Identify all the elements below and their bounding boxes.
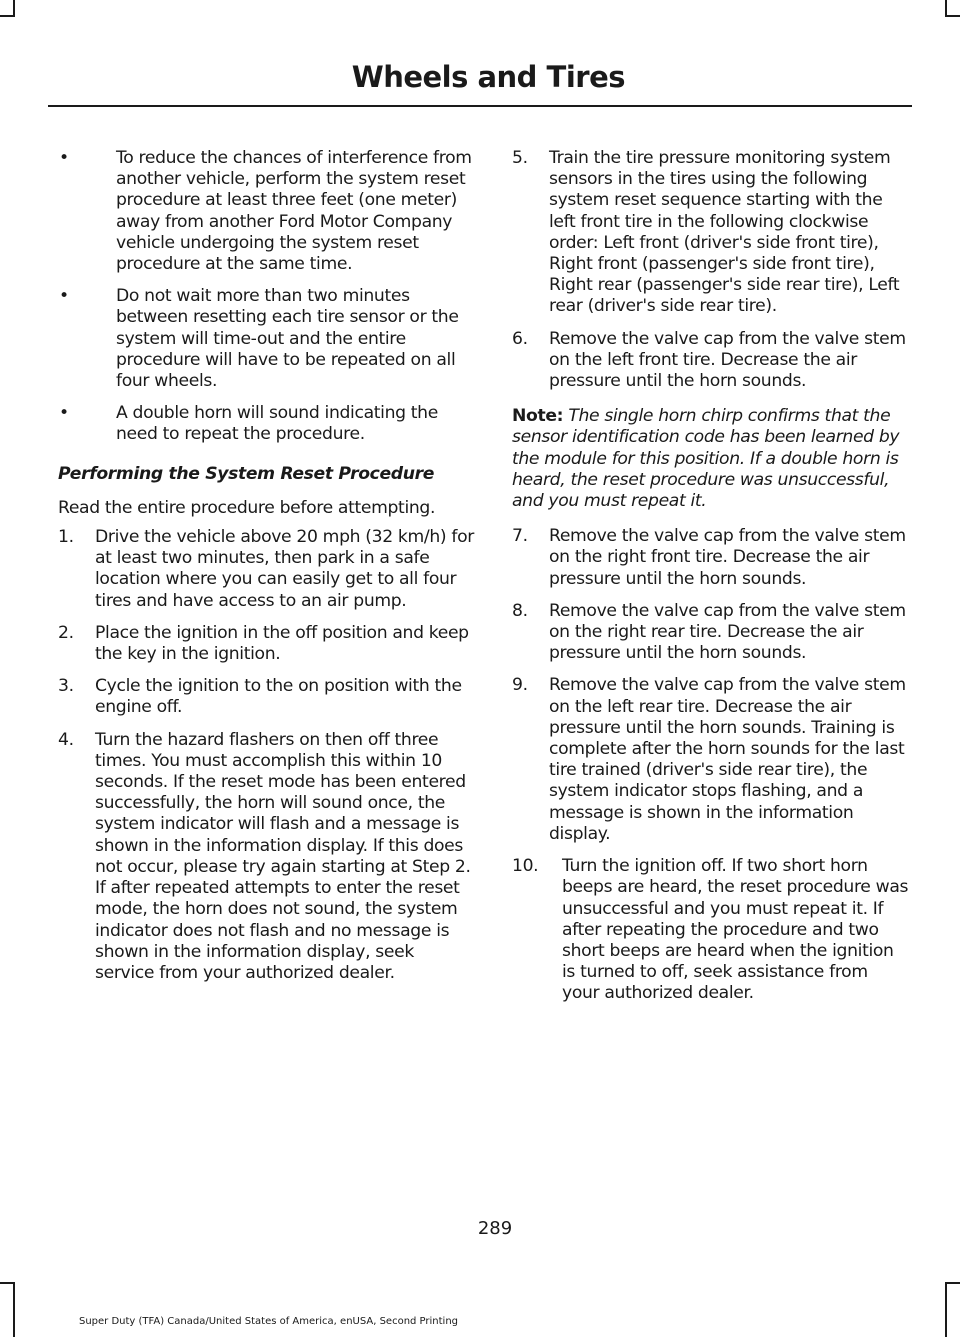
bullet-text: A double horn will sound indicating the need to repeat the procedure.	[116, 403, 438, 445]
bullet-text: Do not wait more than two minutes between resetting each tire sensor or the system will time-out and the entire procedure will have to be repeated on all four wheels.	[116, 286, 459, 392]
step-number: 8.	[512, 600, 528, 621]
crop-mark-top-left-vertical	[13, 0, 15, 16]
numbered-step	[58, 676, 476, 718]
step-number: 2.	[58, 622, 74, 643]
numbered-step	[512, 329, 910, 393]
footer-text: Super Duty (TFA) Canada/United States of America, enUSA, Second Printing	[79, 1316, 459, 1327]
numbered-step	[58, 730, 476, 984]
note-label: Note:	[512, 406, 564, 427]
crop-mark-top-right-horizontal	[945, 15, 960, 17]
step-text: Place the ignition in the off position and keep the key in the ignition.	[95, 622, 469, 665]
step-number: 4.	[58, 729, 74, 750]
step-text: Remove the valve cap from the valve stem on the left front tire. Decrease the air pressure until the horn sounds.	[549, 328, 906, 392]
section-subheading: Performing the System Reset Procedure	[58, 463, 435, 484]
numbered-step	[512, 148, 910, 318]
step-text: Turn the ignition off. If two short horn beeps are heard, the reset procedure was unsuccessful and you must repeat it. If after repeating the procedure and two short beeps are heard when the ignition is turned to off, seek assistance from your authorized dealer.	[562, 856, 909, 1004]
numbered-step	[512, 601, 910, 665]
step-number: 6.	[512, 328, 528, 349]
bullet-item	[58, 286, 476, 392]
step-number: 10.	[512, 856, 539, 877]
numbered-step	[58, 623, 476, 665]
header-divider	[48, 105, 912, 107]
step-text: Remove the valve cap from the valve stem on the right front tire. Decrease the air pressure until the horn sounds.	[549, 526, 906, 589]
step-number: 3.	[58, 676, 74, 697]
step-text: Remove the valve cap from the valve stem on the left rear tire. Decrease the air pressure until the horn sounds. Training is complete after the horn sounds for the last tire trained (driver's side rear tire), the system indicator stops flashing, and a message is shown in the information display.	[549, 675, 906, 844]
step-text: Turn the hazard flashers on then off three times. You must accomplish this within 10 seconds. If the reset mode has been entered successfully, the horn will sound once, the system indicator will flash and a message is shown in the information display. If this does not occur, please try again starting at Step 2. If after repeated attempts to enter the reset mode, the horn does not sound, the system indicator does not flash and no message is shown in the information display, seek service from your authorized dealer.	[95, 729, 471, 983]
numbered-step	[58, 527, 476, 612]
crop-mark-bottom-right-vertical	[945, 1282, 947, 1337]
step-text: Cycle the ignition to the on position with the engine off.	[95, 676, 462, 718]
bullet-marker: •	[59, 148, 69, 168]
step-text: Remove the valve cap from the valve stem on the right rear tire. Decrease the air pressure until the horn sounds.	[549, 600, 906, 664]
note-block	[512, 406, 910, 512]
numbered-step	[512, 675, 910, 845]
step-number: 1.	[58, 527, 74, 548]
bullet-marker: •	[59, 403, 69, 424]
bullet-item	[58, 403, 476, 445]
crop-mark-top-right-vertical	[945, 0, 947, 16]
right-column	[512, 148, 910, 1016]
step-text: Train the tire pressure monitoring system sensors in the tires using the following system reset sequence starting with the left front tire in the following clockwise order: Left front (driver's side front tire), Right front (passenger's side front tire), Right rear (passenger's side rear tire), Left rear (driver's side rear tire).	[549, 148, 900, 317]
step-text: Drive the vehicle above 20 mph (32 km/h) for at least two minutes, then park in a safe location where you can easily get to all four tires and have access to an air pump.	[95, 527, 474, 611]
crop-mark-bottom-right-horizontal	[945, 1282, 960, 1284]
crop-mark-top-left-horizontal	[0, 15, 15, 17]
bullet-marker: •	[59, 286, 69, 307]
crop-mark-bottom-left-horizontal	[0, 1282, 15, 1284]
note-text: The single horn chirp confirms that the sensor identification code has been learned by the module for this position. If a double horn is heard, the reset procedure was unsuccessful, and you must repeat it.	[512, 406, 900, 512]
intro-paragraph: Read the entire procedure before attempting.	[58, 497, 436, 518]
step-number: 7.	[512, 526, 528, 547]
bullet-item	[58, 148, 476, 275]
step-number: 5.	[512, 148, 528, 168]
bullet-text: To reduce the chances of interference from another vehicle, perform the system reset procedure at least three feet (one meter) away from another Ford Motor Company vehicle undergoing the system reset procedure at the same time.	[116, 148, 472, 275]
page-number: 289	[477, 1218, 513, 1239]
numbered-step	[512, 526, 910, 590]
left-column	[58, 148, 476, 995]
crop-mark-bottom-left-vertical	[13, 1282, 15, 1337]
step-number: 9.	[512, 675, 528, 696]
page-title: Wheels and Tires	[351, 60, 625, 94]
numbered-step	[512, 856, 910, 1004]
